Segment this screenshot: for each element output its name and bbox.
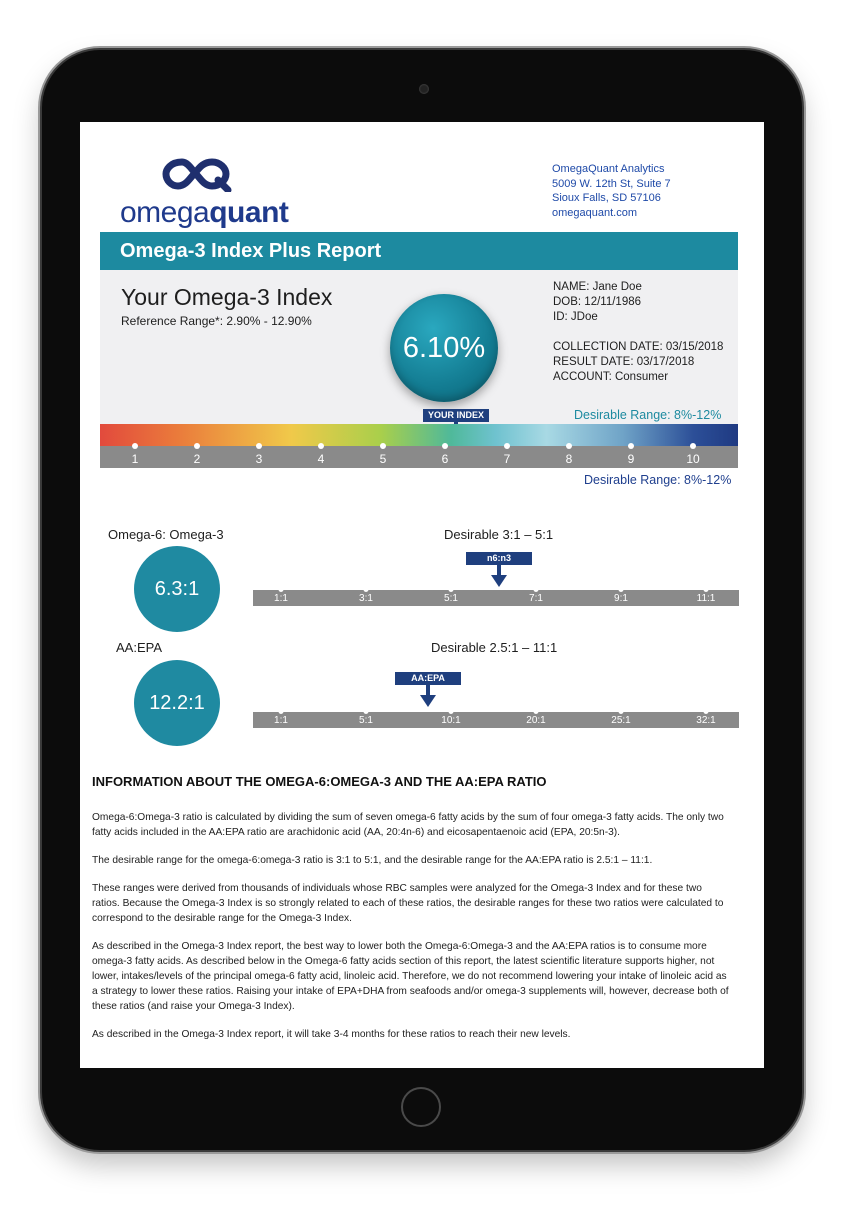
desirable-range-label: Desirable Range: 8%-12%	[574, 408, 722, 422]
scale-tick-dot	[364, 587, 369, 592]
your-index-marker-label: YOUR INDEX	[423, 409, 489, 422]
scale-tick-label: 5	[379, 452, 387, 466]
patient-id: ID: JDoe	[553, 311, 598, 323]
omega-ratio-title: Omega-6: Omega-3	[108, 527, 224, 542]
scale-tick-label: 1	[131, 452, 139, 466]
omega-ratio-desirable: Desirable 3:1 – 5:1	[444, 527, 554, 542]
info-paragraph: As described in the Omega-3 Index report, it will take 3-4 months for these ratios to reach their new levels.	[92, 1029, 571, 1040]
report-banner	[100, 232, 738, 270]
omegaquant-logo-icon	[160, 156, 240, 192]
scale-tick-label: 5:1	[444, 593, 458, 604]
omegaquant-logo	[120, 156, 300, 229]
scale-tick-dot	[132, 443, 138, 449]
scale-tick-dot	[256, 443, 262, 449]
scale-tick-dot	[364, 709, 369, 714]
aa-epa-title: AA:EPA	[116, 640, 163, 655]
scale-tick-dot	[279, 587, 284, 592]
account-type: ACCOUNT: Consumer	[553, 371, 669, 383]
aa-epa-marker-label: AA:EPA	[395, 672, 461, 685]
scale-tick-dot	[628, 443, 634, 449]
patient-name: NAME: Jane Doe	[553, 281, 642, 293]
lab-address	[552, 162, 671, 220]
scale-tick-dot	[380, 443, 386, 449]
scale-tick-label: 4	[317, 452, 325, 466]
collection-date: COLLECTION DATE: 03/15/2018	[553, 341, 724, 353]
report-screen	[80, 122, 764, 1068]
camera-icon	[419, 84, 429, 94]
scale-tick-dot	[690, 443, 696, 449]
scale-tick-label: 3	[255, 452, 263, 466]
info-paragraph: The desirable range for the omega-6:omega-3 ratio is 3:1 to 5:1, and the desirable range for the AA:EPA ratio is 2.5:1 – 11:1.	[92, 855, 653, 866]
aa-epa-scale-bar	[253, 712, 739, 728]
scale-tick-dot	[279, 709, 284, 714]
aa-epa-value-circle: 12.2:1	[134, 660, 220, 746]
logo-text: omegaquant	[120, 196, 289, 229]
scale-tick-label: 1:1	[274, 715, 288, 726]
scale-tick-dot	[534, 709, 539, 714]
patient-info	[553, 280, 723, 385]
address-line: 5009 W. 12th St, Suite 7	[552, 177, 671, 190]
reference-range: Reference Range*: 2.90% - 12.90%	[121, 314, 312, 328]
scale-tick-label: 7:1	[529, 593, 543, 604]
scale-tick-dot	[449, 587, 454, 592]
scale-tick-dot	[449, 709, 454, 714]
scale-tick-label: 3:1	[359, 593, 373, 604]
scale-tick-label: 25:1	[611, 715, 631, 726]
scale-tick-dot	[442, 443, 448, 449]
info-paragraph: As described in the Omega-3 Index report, the best way to lower both the Omega-6:Omega-3 and the AA:EPA ratios is to consume more omega-3 fatty acids. As described below in the Omega-6 fatty acids section of this report, the latest scientific literature supports higher, not lower, intakes/levels of the principal omega-6 fatty acid, linoleic acid. Therefore, we do not recommend lowering your intake of linoleic acid as a strategy to lower these ratios. Raising your intake of EPA+DHA from seafoods and/or omega-3 supplements will, however, decrease both of these ratios (and raise your Omega-3 Index).	[92, 941, 729, 1012]
aa-epa-desirable: Desirable 2.5:1 – 11:1	[431, 640, 558, 655]
desirable-range-footer: Desirable Range: 8%-12%	[584, 473, 732, 487]
scale-tick-dot	[619, 709, 624, 714]
scale-tick-label: 5:1	[359, 715, 373, 726]
scale-tick-label: 6	[441, 452, 449, 466]
scale-tick-dot	[504, 443, 510, 449]
scale-tick-label: 7	[503, 452, 511, 466]
info-body	[92, 810, 732, 1055]
omega-ratio-value-circle: 6.3:1	[134, 546, 220, 632]
omega-ratio-scale-bar	[253, 590, 739, 606]
report-title: Omega-3 Index Plus Report	[120, 240, 382, 262]
info-paragraph: Omega-6:Omega-3 ratio is calculated by dividing the sum of seven omega-6 fatty acids by the sum of four omega-3 fatty acids. The only two fatty acids included in the AA:EPA ratio are arachidonic acid (AA, 20:4n-6) and eicosapentaenoic acid (EPA, 20:5n-3).	[92, 812, 724, 838]
omega-ratio-marker-label: n6:n3	[466, 552, 532, 565]
aa-epa-arrow-icon	[420, 684, 436, 710]
result-date: RESULT DATE: 03/17/2018	[553, 356, 695, 368]
scale-tick-label: 9:1	[614, 593, 628, 604]
scale-tick-dot	[318, 443, 324, 449]
scale-tick-label: 1:1	[274, 593, 288, 604]
scale-tick-label: 2	[193, 452, 201, 466]
index-heading: Your Omega-3 Index	[121, 284, 333, 310]
omega-ratio-arrow-icon	[491, 564, 507, 590]
scale-tick-label: 9	[627, 452, 635, 466]
scale-tick-dot	[704, 587, 709, 592]
scale-tick-label: 11:1	[696, 593, 716, 604]
home-button[interactable]	[401, 1087, 441, 1127]
address-line: Sioux Falls, SD 57106	[552, 192, 661, 204]
scale-tick-dot	[566, 443, 572, 449]
scale-tick-label: 10:1	[441, 715, 461, 726]
scale-tick-dot	[619, 587, 624, 592]
website-link[interactable]: omegaquant.com	[552, 206, 637, 219]
scale-tick-label: 8	[565, 452, 573, 466]
patient-dob: DOB: 12/11/1986	[553, 296, 642, 308]
scale-tick-label: 20:1	[526, 715, 546, 726]
scale-tick-dot	[534, 587, 539, 592]
scale-tick-dot	[704, 709, 709, 714]
index-value-circle: 6.10%	[390, 294, 498, 402]
scale-tick-label: 32:1	[696, 715, 716, 726]
scale-tick-dot	[194, 443, 200, 449]
address-line: OmegaQuant Analytics	[552, 163, 665, 175]
info-paragraph: These ranges were derived from thousands of individuals whose RBC samples were analyzed for the Omega-3 Index and for these two ratios. Because the Omega-3 Index is so strongly related to each of these ratios, the desirable ranges for these two ratios were calculated to correspond to the desirable range for the Omega-3 Index.	[92, 883, 724, 924]
info-heading: INFORMATION ABOUT THE OMEGA-6:OMEGA-3 AND THE AA:EPA RATIO	[92, 774, 547, 789]
scale-tick-label: 10	[686, 452, 700, 466]
index-scale-bar	[100, 446, 738, 468]
